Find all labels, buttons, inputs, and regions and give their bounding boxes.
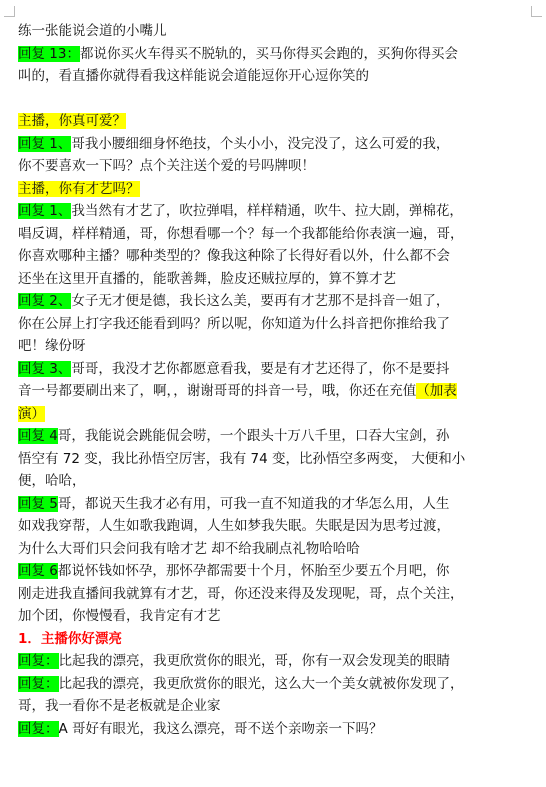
text-line	[18, 628, 534, 651]
text-line	[18, 538, 534, 561]
section-heading: 1．主播你好漂亮	[18, 630, 122, 647]
reply-label: 回复：	[18, 675, 59, 692]
line-text: 加个团，你慢慢看，我肯定有才艺	[18, 608, 221, 624]
line-text: 悟空有 72 变，我比孙悟空厉害，我有 74 变，比孙悟空多两变， 大便和小	[18, 450, 466, 467]
line-text: 哥哥，我没才艺你都愿意看我，要是有才艺还得了，你不是要抖	[71, 360, 450, 377]
line-text: 你喜欢哪种主播？哪种类型的？像我这种除了长得好看以外，什么都不会	[18, 248, 450, 264]
line-text: 都说怀钱如怀孕，那怀孕都需要十个月，怀胎至少要五个月吧，你	[57, 563, 450, 579]
blank-line	[18, 88, 534, 111]
line-text: 我当然有才艺了，吹拉弹唱，样样精通，吹牛、拉大剧，弹棉花，	[71, 203, 463, 219]
line-text: 叫的，看直播你就得看我这样能说会道能逗你开心逗你笑的	[18, 68, 369, 84]
text-line	[18, 560, 534, 583]
reply-label: 回复 2、	[18, 293, 72, 309]
text-line	[18, 155, 534, 178]
line-text: A 哥好有眼光，我这么漂亮，哥不送个亲吻亲一下吗？	[58, 720, 383, 737]
text-line	[18, 200, 534, 223]
reply-label: 回复：	[18, 653, 59, 669]
line-text: 女子无才便是德，我长这么美，要再有才艺那不是抖音一姐了，	[71, 293, 450, 309]
line-text: 如戏我穿帮，人生如歌我跑调，人生如梦我失眠。失眠是因为思考过渡，	[18, 518, 450, 534]
highlighted-tail: （加表	[416, 383, 457, 399]
text-line	[18, 178, 534, 201]
line-text: 哥，都说天生我才必有用，可我一直不知道我的才华怎么用，人生	[57, 495, 450, 512]
line-text: 哥我小腰细细身怀绝技，个头小小，没完没了，这么可爱的我，	[71, 135, 450, 152]
question-heading: 主播，你真可爱？	[18, 113, 126, 129]
text-line	[18, 403, 534, 426]
text-line	[18, 718, 534, 741]
line-text: 比起我的漂亮，我更欣赏你的眼光，这么大一个美女就被你发现了，	[58, 675, 464, 692]
reply-label: 回复：	[18, 720, 59, 737]
text-line	[18, 313, 534, 336]
text-line	[18, 268, 534, 291]
line-text: 便，哈哈，	[18, 473, 86, 489]
reply-label: 回复 3、	[18, 360, 72, 377]
text-line	[18, 493, 534, 516]
reply-label: 回复 1、	[18, 203, 72, 219]
text-line	[18, 290, 534, 313]
line-text: 还坐在这里开直播的，能歌善舞，脸皮还贼拉厚的，算不算才艺	[18, 270, 396, 287]
line-text: 比起我的漂亮，我更欣赏你的眼光，哥，你有一双会发现美的眼睛	[58, 653, 450, 669]
text-line	[18, 358, 534, 381]
text-line	[18, 245, 534, 268]
text-line	[18, 605, 534, 628]
text-line	[18, 448, 534, 471]
reply-label: 回复 4	[18, 428, 58, 444]
page-corner-mark-left	[4, 6, 15, 17]
line-text: 刚走进我直播间我就算有才艺，哥，你还没来得及发现呢，哥，点个关注，	[18, 585, 464, 602]
text-line	[18, 425, 534, 448]
reply-label: 回复 13：	[18, 45, 80, 62]
text-line	[18, 470, 534, 493]
line-text: 音一号都要刷出来了，啊，，谢谢哥哥的抖音一号，哦，你还在充值	[18, 383, 417, 399]
line-text: 哥，我能说会跳能侃会唠，一个跟头十万八千里，口吞大宝剑，孙	[57, 428, 450, 444]
text-line	[18, 110, 534, 133]
line-text: 你不要喜欢一下吗？点个关注送个爱的号吗牌呗！	[18, 158, 315, 174]
line-text: 都说你买火车得买不脱轨的，买马你得买会跑的，买狗你得买会	[79, 45, 458, 62]
line-text: 为什么大哥们只会问我有啥才艺 却不给我刷点礼物哈哈哈	[18, 540, 360, 557]
text-line	[18, 43, 534, 66]
text-line	[18, 583, 534, 606]
text-line	[18, 650, 534, 673]
reply-label: 回复 5	[18, 495, 58, 512]
line-text: 吧！缘份呀	[18, 338, 86, 354]
question-heading: 演）	[18, 405, 45, 422]
text-line	[18, 133, 534, 156]
reply-label: 回复 6	[18, 563, 58, 579]
text-line	[18, 335, 534, 358]
page-corner-mark-right	[531, 6, 542, 17]
text-line	[18, 673, 534, 696]
text-line	[18, 515, 534, 538]
text-line	[18, 65, 534, 88]
text-line	[18, 695, 534, 718]
line-text: 唱反调，样样精通，哥，你想看哪一个？每一个我都能给你表演一遍，哥，	[18, 225, 464, 242]
text-line	[18, 380, 534, 403]
reply-label: 回复 1、	[18, 135, 72, 152]
line-text: 你在公屏上打字我还能看到吗？所以呢，你知道为什么抖音把你推给我了	[18, 315, 450, 332]
line-text: 哥，我一看你不是老板就是企业家	[18, 698, 221, 714]
document-body	[18, 20, 534, 740]
question-heading: 主播，你有才艺吗？	[18, 180, 140, 197]
document-title: 练一张能说会道的小嘴儿	[18, 23, 167, 39]
text-line	[18, 223, 534, 246]
